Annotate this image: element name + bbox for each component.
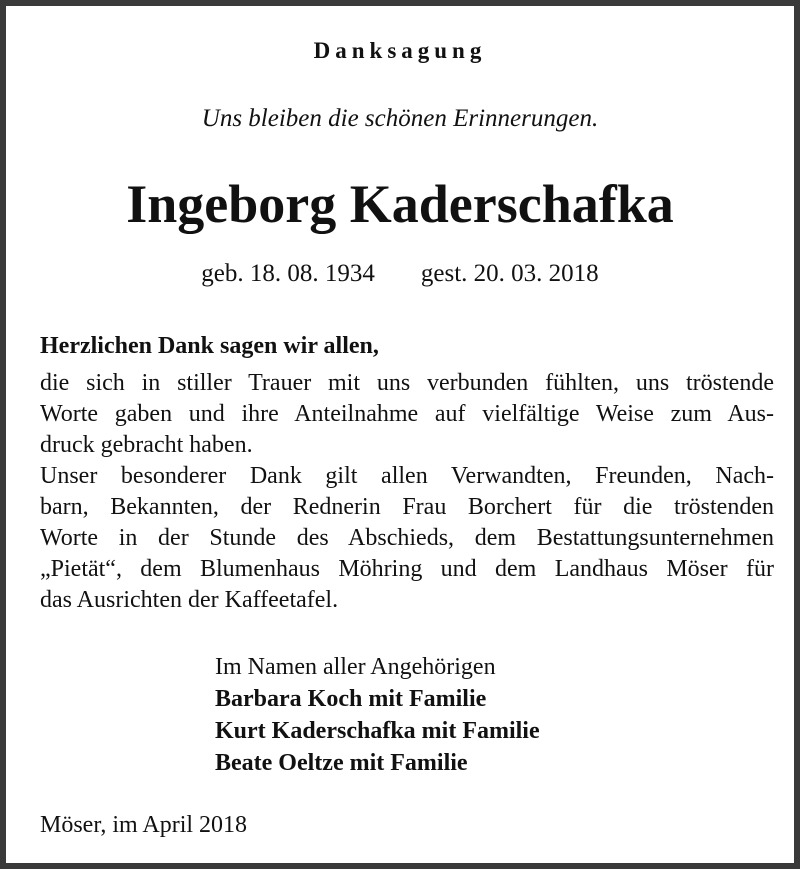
deceased-name: Ingeborg Kaderschafka bbox=[126, 174, 674, 234]
text-line: barn, Bekannten, der Rednerin Frau Borchert für die tröstenden bbox=[40, 494, 774, 520]
notice-heading: Danksagung bbox=[313, 38, 487, 63]
family-name: Barbara Koch mit Familie bbox=[215, 686, 487, 712]
birth-date: geb. 18. 08. 1934 bbox=[201, 260, 375, 287]
text-line: die sich in stiller Trauer mit uns verbunden fühlten, uns tröstende bbox=[40, 370, 774, 396]
life-dates bbox=[6, 258, 794, 290]
thanks-heading: Herzlichen Dank sagen wir allen, bbox=[40, 333, 379, 359]
death-date: gest. 20. 03. 2018 bbox=[420, 260, 599, 287]
family-name: Kurt Kaderschafka mit Familie bbox=[215, 718, 540, 744]
family-name: Beate Oeltze mit Familie bbox=[215, 750, 468, 776]
text-line: druck gebracht haben. bbox=[40, 432, 253, 458]
text-line: Unser besonderer Dank gilt allen Verwandten, Freunden, Nach- bbox=[40, 463, 774, 489]
place-date: Möser, im April 2018 bbox=[40, 812, 248, 838]
text-line: Worte in der Stunde des Abschieds, dem Bestattungsunternehmen bbox=[40, 525, 774, 551]
text-line: das Ausrichten der Kaffeetafel. bbox=[40, 587, 339, 613]
signature-block bbox=[215, 651, 540, 779]
motto: Uns bleiben die schönen Erinnerungen. bbox=[201, 105, 599, 132]
signature-intro: Im Namen aller Angehörigen bbox=[215, 654, 496, 680]
thanks-text bbox=[40, 368, 774, 616]
text-line: „Pietät“, dem Blumenhaus Möhring und dem Landhaus Möser für bbox=[40, 556, 774, 582]
text-line: Worte gaben und ihre Anteilnahme auf vielfältige Weise zum Aus- bbox=[40, 401, 774, 427]
